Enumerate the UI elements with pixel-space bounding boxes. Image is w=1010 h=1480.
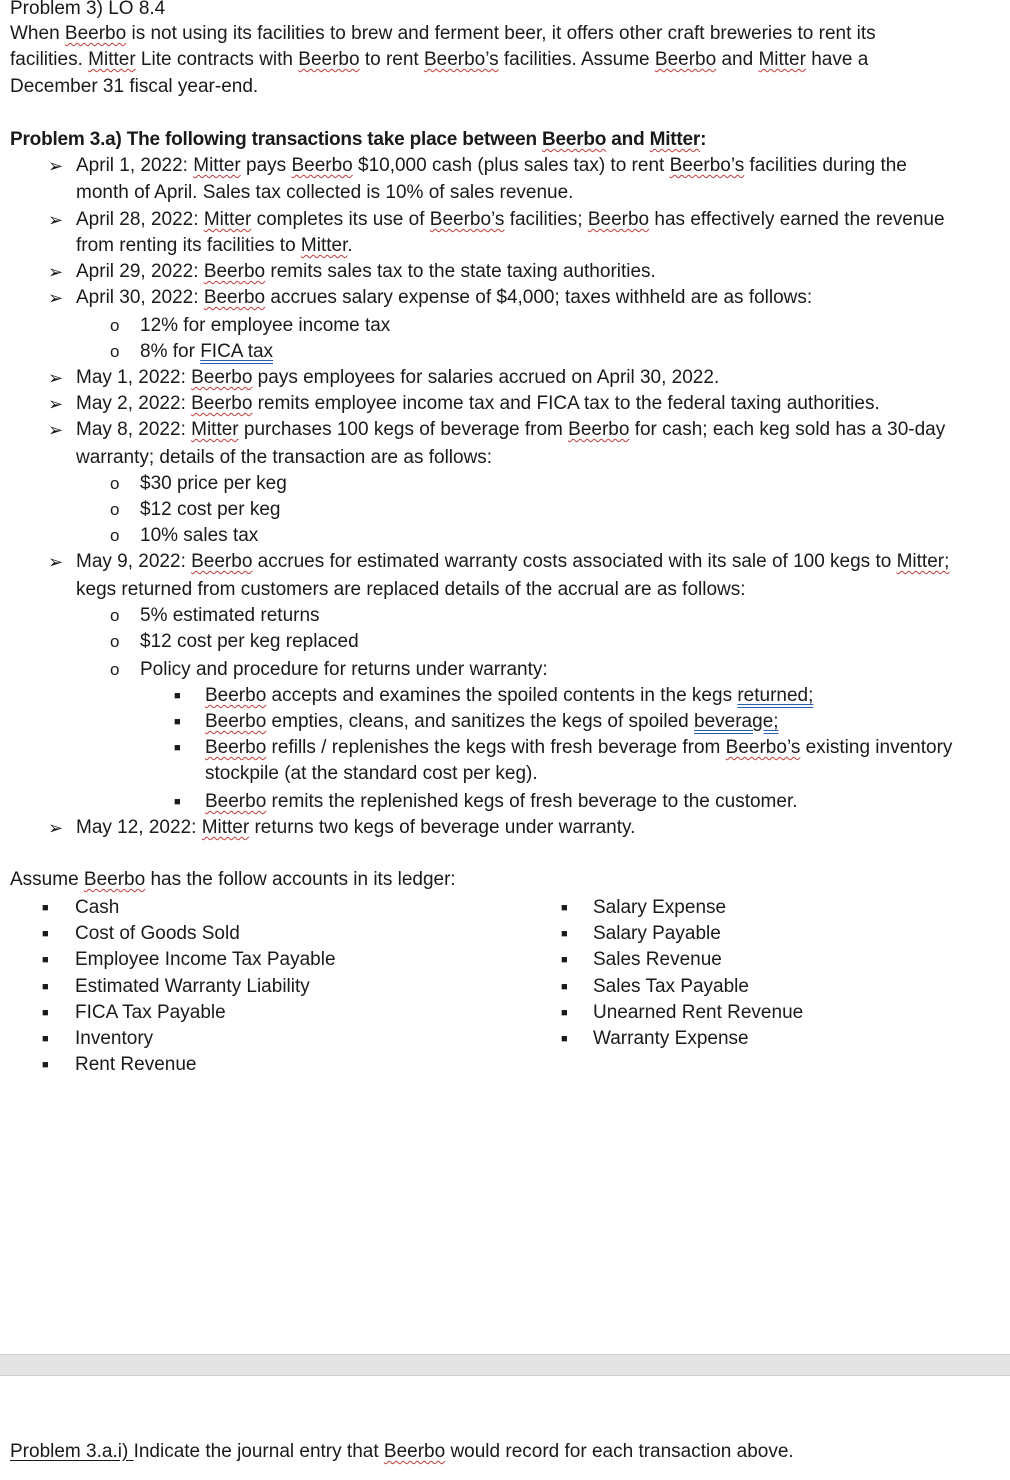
- spellcheck-word: Beerbo: [203, 287, 266, 308]
- square-bullet-icon: ■: [561, 1033, 568, 1045]
- spellcheck-word: Mitter: [193, 155, 241, 176]
- square-bullet-icon: ■: [561, 980, 568, 993]
- arrow-bullet-icon: ➢: [48, 394, 64, 414]
- text-run: pays: [240, 155, 292, 176]
- circle-bullet-icon: o: [110, 526, 120, 545]
- sub-item: [0, 497, 1010, 523]
- arrow-bullet-icon: ➢: [48, 552, 64, 572]
- text-run: 12% for employee income tax: [140, 315, 391, 336]
- sub-item: [0, 313, 1010, 339]
- account-name: Cash: [75, 897, 120, 918]
- transaction-item: [0, 153, 1010, 179]
- text-run: April 28, 2022:: [76, 209, 204, 230]
- arrow-bullet-icon: ➢: [48, 262, 64, 282]
- grammar-check-word: FICA tax: [200, 341, 274, 362]
- transaction-text-cont: [76, 233, 998, 259]
- text-run: :: [700, 129, 707, 150]
- text-run: completes its use of: [251, 209, 430, 230]
- question-3ai: [10, 1439, 794, 1465]
- sub-item: [0, 657, 1010, 683]
- account-item: [0, 921, 1010, 947]
- account-name: Warranty Expense: [593, 1028, 749, 1049]
- account-name: FICA Tax Payable: [75, 1001, 226, 1023]
- spellcheck-word: Beerbo: [541, 129, 607, 150]
- arrow-bullet-icon: ➢: [48, 818, 64, 838]
- circle-bullet-icon: o: [110, 660, 120, 679]
- text-run: Problem 3.a) The following transactions take place between: [10, 129, 542, 150]
- spellcheck-word: Beerbo: [654, 49, 717, 70]
- intro-line-1: [10, 21, 1000, 47]
- spellcheck-word: Mitter: [88, 49, 136, 70]
- text-run: $12 cost per keg replaced: [140, 631, 359, 652]
- section-heading-3a: [10, 127, 1000, 153]
- transaction-text-cont: [76, 577, 998, 603]
- policy-item: [0, 789, 1010, 815]
- sub-item: [0, 629, 1010, 655]
- text-run: May 9, 2022:: [76, 551, 192, 572]
- account-item: [0, 1000, 1010, 1026]
- arrow-bullet-icon: ➢: [48, 156, 64, 176]
- problem-title: Problem 3) LO 8.4: [10, 0, 166, 19]
- page-break-divider: [0, 1354, 1010, 1376]
- text-run: accepts and examines the spoiled contents in the kegs: [266, 685, 738, 706]
- sub-item-text: [140, 603, 320, 629]
- transaction-text: [76, 207, 998, 233]
- text-run: accrues for estimated warranty costs associated with its sale of 100 kegs to: [252, 551, 897, 572]
- transaction-text-cont: [76, 445, 998, 471]
- text-run: Indicate the journal entry that: [133, 1441, 384, 1462]
- text-run: remits the replenished kegs of fresh beverage to the customer.: [266, 791, 798, 812]
- text-run: returns two kegs of beverage under warranty.: [249, 817, 636, 838]
- spellcheck-word: Mitter: [203, 209, 252, 230]
- text-run: $10,000 cash (plus sales tax) to rent: [352, 155, 670, 176]
- sub-item-text: [140, 471, 287, 497]
- transaction-text: [76, 391, 998, 417]
- text-run: April 1, 2022:: [76, 155, 194, 176]
- text-run: purchases 100 kegs of beverage from: [238, 419, 569, 440]
- policy-text: [205, 709, 998, 735]
- spellcheck-word: Beerbo: [291, 155, 353, 176]
- text-run: for cash; each keg sold has a 30-day: [629, 419, 946, 440]
- accounts-intro: [10, 867, 1000, 893]
- account-name: Employee Income Tax Payable: [75, 949, 336, 971]
- spellcheck-word: Beerbo: [587, 209, 650, 230]
- transaction-item: [0, 815, 1010, 841]
- square-bullet-icon: ■: [174, 716, 181, 728]
- transaction-item: [0, 417, 1010, 443]
- sub-item: [0, 339, 1010, 365]
- text-run: would record for each transaction above.: [445, 1441, 794, 1462]
- square-bullet-icon: ■: [174, 742, 181, 754]
- account-item: [0, 947, 1010, 973]
- square-bullet-icon: ■: [561, 1006, 568, 1019]
- text-run: remits employee income tax and FICA tax to the federal taxing authorities.: [252, 393, 880, 414]
- grammar-check-word: returned;: [737, 685, 814, 706]
- square-bullet-icon: ■: [42, 980, 49, 993]
- square-bullet-icon: ■: [42, 928, 49, 941]
- text-run: facilities during the: [744, 155, 907, 176]
- text-run: Lite contracts with: [135, 49, 299, 70]
- text-run: facilities. Assume: [498, 49, 655, 70]
- circle-bullet-icon: o: [110, 316, 120, 335]
- spellcheck-word: Beerbo: [568, 419, 630, 440]
- text-run: is not using its facilities to brew and ferment beer, it offers other craft breweries to rent its: [126, 23, 876, 44]
- policy-text: [205, 735, 998, 761]
- arrow-bullet-icon: ➢: [48, 210, 64, 230]
- square-bullet-icon: ■: [42, 954, 49, 967]
- circle-bullet-icon: o: [110, 342, 120, 361]
- sub-item-text: [140, 657, 548, 683]
- spellcheck-word: Beerbo’s: [423, 49, 499, 70]
- text-run: warranty; details of the transaction are as follows:: [76, 447, 493, 468]
- policy-item: [0, 709, 1010, 735]
- sub-item-text: [140, 313, 390, 339]
- transaction-item: [0, 285, 1010, 311]
- square-bullet-icon: ■: [174, 796, 181, 808]
- spellcheck-word: Beerbo: [205, 685, 267, 706]
- spellcheck-word: Mitter: [191, 419, 239, 440]
- spellcheck-word: Beerbo: [83, 869, 146, 890]
- arrow-bullet-icon: ➢: [48, 420, 64, 440]
- sub-item-text: [140, 339, 273, 365]
- text-run: $30 price per keg: [140, 473, 287, 494]
- text-run: and: [716, 49, 759, 70]
- spellcheck-word: Mitter: [300, 235, 348, 256]
- transaction-item: [0, 549, 1010, 575]
- spellcheck-word: Beerbo: [205, 737, 267, 758]
- transaction-text: [76, 365, 998, 391]
- account-name: Sales Tax Payable: [593, 975, 749, 997]
- account-name: Salary Expense: [593, 897, 727, 918]
- square-bullet-icon: ■: [561, 928, 568, 941]
- text-run: May 2, 2022:: [76, 393, 192, 414]
- sub-item-text: [140, 523, 258, 549]
- spellcheck-word: Beerbo: [191, 367, 253, 388]
- transaction-text: [76, 285, 998, 311]
- account-name: Unearned Rent Revenue: [593, 1001, 804, 1023]
- spellcheck-word: Mitter;: [896, 551, 950, 572]
- square-bullet-icon: ■: [42, 1033, 49, 1045]
- transaction-item: [0, 259, 1010, 285]
- text-run: When: [10, 23, 65, 44]
- circle-bullet-icon: o: [110, 606, 120, 625]
- account-name: Inventory: [75, 1028, 154, 1049]
- account-item: [0, 1052, 1010, 1078]
- spellcheck-word: Beerbo’s: [669, 155, 745, 176]
- spellcheck-word: Mitter: [649, 129, 701, 150]
- sub-item: [0, 471, 1010, 497]
- circle-bullet-icon: o: [110, 500, 120, 519]
- square-bullet-icon: ■: [561, 902, 568, 914]
- sub-item-text: [140, 497, 280, 523]
- text-run: stockpile (at the standard cost per keg).: [205, 763, 538, 784]
- spellcheck-word: Beerbo: [298, 49, 360, 70]
- text-run: May 8, 2022:: [76, 419, 192, 440]
- text-run: month of April. Sales tax collected is 10% of sales revenue.: [76, 182, 574, 203]
- text-run: kegs returned from customers are replaced details of the accrual are as follows:: [76, 579, 746, 600]
- sub-item: [0, 523, 1010, 549]
- text-run: .: [347, 235, 353, 256]
- spellcheck-word: Beerbo: [191, 551, 253, 572]
- account-name: Rent Revenue: [75, 1054, 197, 1076]
- spellcheck-word: Beerbo: [205, 791, 267, 812]
- text-run: December 31 fiscal year-end.: [10, 76, 259, 97]
- circle-bullet-icon: o: [110, 474, 120, 493]
- account-name: Sales Revenue: [593, 949, 722, 971]
- spellcheck-word: Beerbo’s: [429, 209, 505, 230]
- square-bullet-icon: ■: [42, 1006, 49, 1019]
- policy-item: [0, 683, 1010, 709]
- policy-item: [0, 735, 1010, 761]
- text-run: $12 cost per keg: [140, 499, 281, 520]
- transaction-text: [76, 417, 998, 443]
- text-run: 8% for: [140, 341, 201, 362]
- circle-bullet-icon: o: [110, 632, 120, 651]
- spellcheck-word: Beerbo’s: [725, 737, 801, 758]
- transaction-item: [0, 207, 1010, 233]
- text-run: have a: [805, 49, 869, 70]
- text-run: empties, cleans, and sanitizes the kegs of spoiled: [266, 711, 695, 732]
- text-run: May 1, 2022:: [76, 367, 192, 388]
- text-run: 10% sales tax: [140, 525, 259, 546]
- square-bullet-icon: ■: [174, 690, 181, 702]
- text-run: remits sales tax to the state taxing authorities.: [265, 261, 656, 282]
- policy-text: [205, 683, 998, 709]
- text-run: Problem 3.a.i): [10, 1441, 129, 1462]
- spellcheck-word: Beerbo: [64, 23, 127, 44]
- square-bullet-icon: ■: [42, 1059, 49, 1072]
- text-run: and: [606, 129, 650, 150]
- text-run: has effectively earned the revenue: [649, 209, 945, 230]
- transaction-text-cont: [76, 180, 998, 206]
- square-bullet-icon: ■: [42, 902, 49, 914]
- grammar-check-word: beverage;: [694, 711, 779, 732]
- spellcheck-word: Beerbo: [383, 1441, 446, 1462]
- policy-text: [205, 789, 998, 815]
- sub-item: [0, 603, 1010, 629]
- spellcheck-word: Beerbo: [205, 711, 267, 732]
- text-run: Assume: [10, 869, 84, 890]
- transaction-item: [0, 391, 1010, 417]
- intro-line-2: [10, 47, 1000, 73]
- arrow-bullet-icon: ➢: [48, 288, 64, 308]
- text-run: existing inventory: [800, 737, 953, 758]
- transaction-text: [76, 259, 998, 285]
- text-run: facilities.: [10, 49, 89, 70]
- intro-line-3: [10, 74, 1000, 100]
- text-run: April 29, 2022:: [76, 261, 204, 282]
- text-run: has the follow accounts in its ledger:: [145, 869, 456, 890]
- text-run: facilities;: [504, 209, 588, 230]
- spellcheck-word: Mitter: [758, 49, 806, 70]
- account-item: [0, 1026, 1010, 1052]
- arrow-bullet-icon: ➢: [48, 368, 64, 388]
- account-name: Estimated Warranty Liability: [75, 975, 310, 997]
- policy-text-cont: [205, 761, 998, 787]
- text-run: Policy and procedure for returns under warranty:: [140, 659, 548, 680]
- account-item: [0, 895, 1010, 921]
- spellcheck-word: Mitter: [201, 817, 250, 838]
- sub-item-text: [140, 629, 359, 655]
- text-run: May 12, 2022:: [76, 817, 202, 838]
- account-item: [0, 974, 1010, 1000]
- text-run: accrues salary expense of $4,000; taxes withheld are as follows:: [265, 287, 813, 308]
- transaction-text: [76, 549, 998, 575]
- account-name: Salary Payable: [593, 923, 721, 945]
- account-name: Cost of Goods Sold: [75, 923, 240, 945]
- square-bullet-icon: ■: [561, 954, 568, 967]
- transaction-item: [0, 365, 1010, 391]
- text-run: pays employees for salaries accrued on April 30, 2022.: [252, 367, 720, 388]
- text-run: from renting its facilities to: [76, 235, 301, 256]
- text-run: 5% estimated returns: [140, 605, 320, 626]
- text-run: April 30, 2022:: [76, 287, 204, 308]
- text-run: to rent: [359, 49, 424, 70]
- transaction-text: [76, 815, 998, 841]
- text-run: refills / replenishes the kegs with fresh beverage from: [266, 737, 726, 758]
- spellcheck-word: Beerbo: [191, 393, 253, 414]
- transaction-text: [76, 153, 998, 179]
- spellcheck-word: Beerbo: [203, 261, 266, 282]
